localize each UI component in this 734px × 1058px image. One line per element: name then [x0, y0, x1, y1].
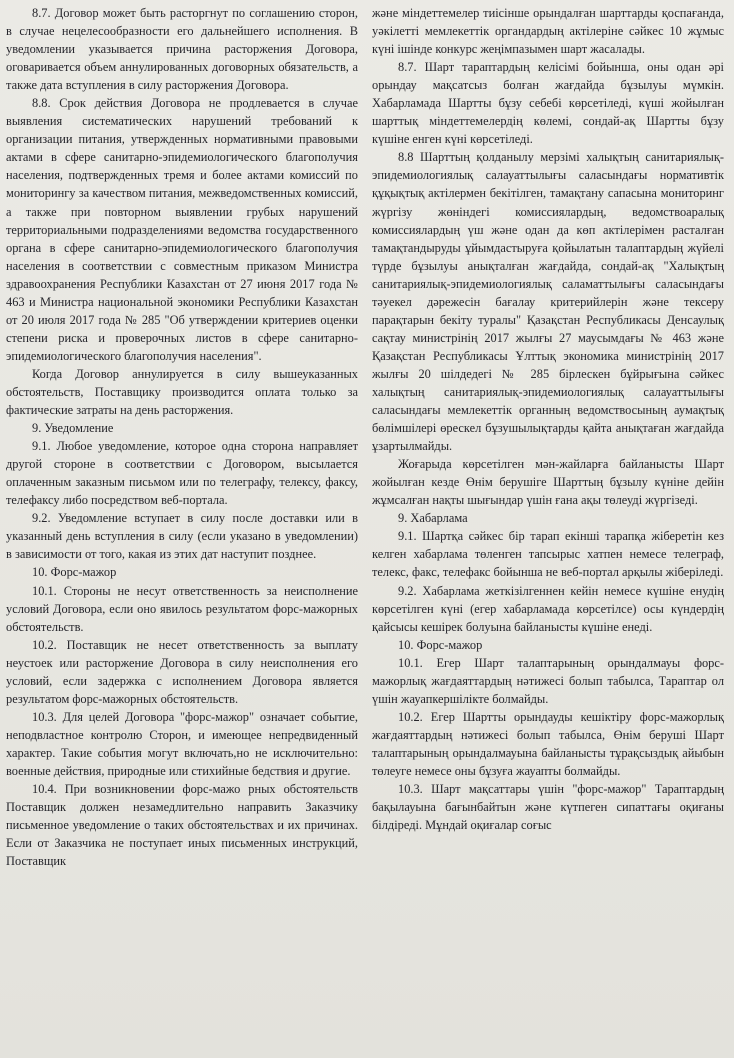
- clause-8-7-ru: 8.7. Договор может быть расторгнут по соглашению сторон, в случае нецелесообразности его дальнейшего исполнения. В уведомлении указывается причина расторжения Договора, оговаривается объем аннулированных договорных обязательств, а также дата вступления в силу расторжения Договора.: [6, 6, 358, 93]
- continuation-paragraph-kz: және міндеттемелер тиісінше орындалған шарттарды қоспағанда, уәкілетті мемлекеттік органдардың актілеріне сәйкес 10 жұмыс күні ішінде конкурс жеңімпазымен шарт жасалады.: [372, 6, 724, 57]
- clause-8-8-kz: 8.8 Шарттың қолданылу мерзімі халықтың санитариялық-эпидемиологиялық салауаттылығы саласындағы нормативтік құқықтық актілермен бекітілген, тамақтану сапасына мониторинг жүргізу жөніндегі комиссиялардың, ведомствоаралық комиссиялардың үш және одан да көп актілерімен расталған тамақтандыруды ұйымдастыруға қойылатын талаптардың жүйелі түрде бұзылуы анықталған жағдайда, сондай-ақ "Халықтың санитариялық-эпидемиологиялық саламаттылығы саласындағы тәуекел дәрежесін бағалау критерийлерін және тексеру парақтарын бекіту туралы" Қазақстан Республикасы Денсаулық сақтау министрінің 2017 жылғы 27 маусымдағы № 463 және Қазақстан Республикасы Ұлттық экономика министрінің 2017 жылғы 20 шілдедегі № 285 бірлескен бұйрығына сәйкес халықтың санитариялық-эпидемиологиялық салауаттылығы саласындағы мемлекеттік органның ведомствосының аумақтық бөлімшілері өрескел бұзушылықтарды қайта анықтаған жағдайда ұзартылмайды.: [372, 150, 724, 454]
- clause-10-3-ru: 10.3. Для целей Договора "форс-мажор" означает событие, неподвластное контролю Сторон, и имеющее непредвиденный характер. Такие события могут включать,но не исключительно: военные действия, природные или стихийные бедствия и другие.: [6, 709, 358, 778]
- russian-column: [6, 4, 358, 870]
- section-9-heading-kz: 9. Хабарлама: [398, 511, 468, 526]
- annulment-paragraph-ru: Когда Договор аннулируется в силу вышеуказанных обстоятельств, Поставщику производится оплата только за фактические затраты на день расторжения.: [6, 366, 358, 418]
- clause-8-8-ru: 8.8. Срок действия Договора не продлевается в случае выявления систематических нарушений требований к организации питания, утвержденных нормативными правовыми актами в сфере санитарно-эпидемиологического благополучия населения, подтвержденных тремя и более актами комиссий по мониторингу за качеством питания, межведомственных комиссий, а также при повторном выявлении грубых нарушений территориальными подразделениями ведомства государственного органа в сфере санитарно-эпидемиологического благополучия населения в соответствии с совместным приказом Министра здравоохранения Республики Казахстан от 27 июня 2017 года № 463 и Министра национальной экономики Республики Казахстан от 20 июля 2017 года № 285 "Об утверждении критериев оценки степени риска и проверочных листов в сфере санитарно-эпидемиологического благополучия населения".: [6, 96, 358, 363]
- clause-8-7-kz: 8.7. Шарт тараптардың келісімі бойынша, оны одан әрі орындау мақсатсыз болған жағдайда бұзылуы мүмкін. Хабарламада Шартты бұзу себебі көрсетіледі, күші жойылған шарттық міндеттемелердің көлемі, сондай-ақ Шартты бұзу күшіне енген күні көрсетіледі.: [372, 60, 724, 147]
- section-10-heading-ru: 10. Форс-мажор: [32, 565, 117, 580]
- clause-10-4-ru: 10.4. При возникновении форс-мажо рных обстоятельств Поставщик должен незамедлительно направить Заказчику письменное уведомление о таких обстоятельствах и их причинах. Если от Заказчика не поступает иных письменных инструкций, Поставщик: [6, 782, 358, 869]
- clause-10-2-kz: 10.2. Егер Шартты орындауды кешіктіру форс-мажорлық жағдаяттардың нәтижесі болып табылса, Өнім беруші Шарт талаптарының орындалмауына байланысты тұрақсыздық айыбын төлеуге немесе оны бұзуға жауапты болмайды.: [372, 709, 724, 778]
- clause-10-1-ru: 10.1. Стороны не несут ответственность за неисполнение условий Договора, если оно явилось результатом форс-мажорных обстоятельств.: [6, 583, 358, 634]
- clause-10-3-kz: 10.3. Шарт мақсаттары үшін "форс-мажор" Тараптардың бақылауына бағынбайтын және күтпеген сипаттағы оқиғаны білдіреді. Мұндай оқиғалар соғыс: [372, 782, 724, 833]
- section-10-heading-kz: 10. Форс-мажор: [398, 637, 483, 652]
- section-9-heading-ru: 9. Уведомление: [32, 421, 114, 436]
- clause-10-1-kz: 10.1. Егер Шарт талаптарының орындалмауы форс-мажорлық жағдаяттардың нәтижесі болып табылса, Тараптар ол үшін жауапкершілікте болмайды.: [372, 655, 724, 706]
- clause-9-1-ru: 9.1. Любое уведомление, которое одна сторона направляет другой стороне в соответствии с Договором, высылается оплаченным заказным письмом или по телеграфу, телексу, факсу, телефаксу либо посредством веб-портала.: [6, 439, 358, 508]
- clause-9-1-kz: 9.1. Шартқа сәйкес бір тарап екінші тарапқа жіберетін кез келген хабарлама төленген тапсырыс хатпен немесе телеграф, телекс, факс, телефакс бойынша не веб-портал арқылы жіберіледі.: [372, 529, 724, 580]
- clause-10-2-ru: 10.2. Поставщик не несет ответственность за выплату неустоек или расторжение Договора в силу неисполнения его условий, если задержка с исполнением Договора является результатом форс-мажорных обстоятельств.: [6, 637, 358, 706]
- clause-9-2-kz: 9.2. Хабарлама жеткізілгеннен кейін немесе күшіне енудің көрсетілген күні (егер хабарламада көрсетілсе) осы күндердің қайсысы кешірек болуына байланысты күшіне енеді.: [372, 583, 724, 634]
- clause-9-2-ru: 9.2. Уведомление вступает в силу после доставки или в указанный день вступления в силу (если указано в уведомлении) в зависимости от того, какая из этих дат наступит позднее.: [6, 511, 358, 562]
- kazakh-column: [372, 4, 724, 870]
- bilingual-columns: [6, 4, 728, 870]
- annulment-paragraph-kz: Жоғарыда көрсетілген мән-жайларға байланысты Шарт жойылған кезде Өнім берушіге Шарттың бұзылу күніне дейін жұмсалған нақты шығындар үшін ғана ақы төлеуді жүргізеді.: [372, 457, 724, 508]
